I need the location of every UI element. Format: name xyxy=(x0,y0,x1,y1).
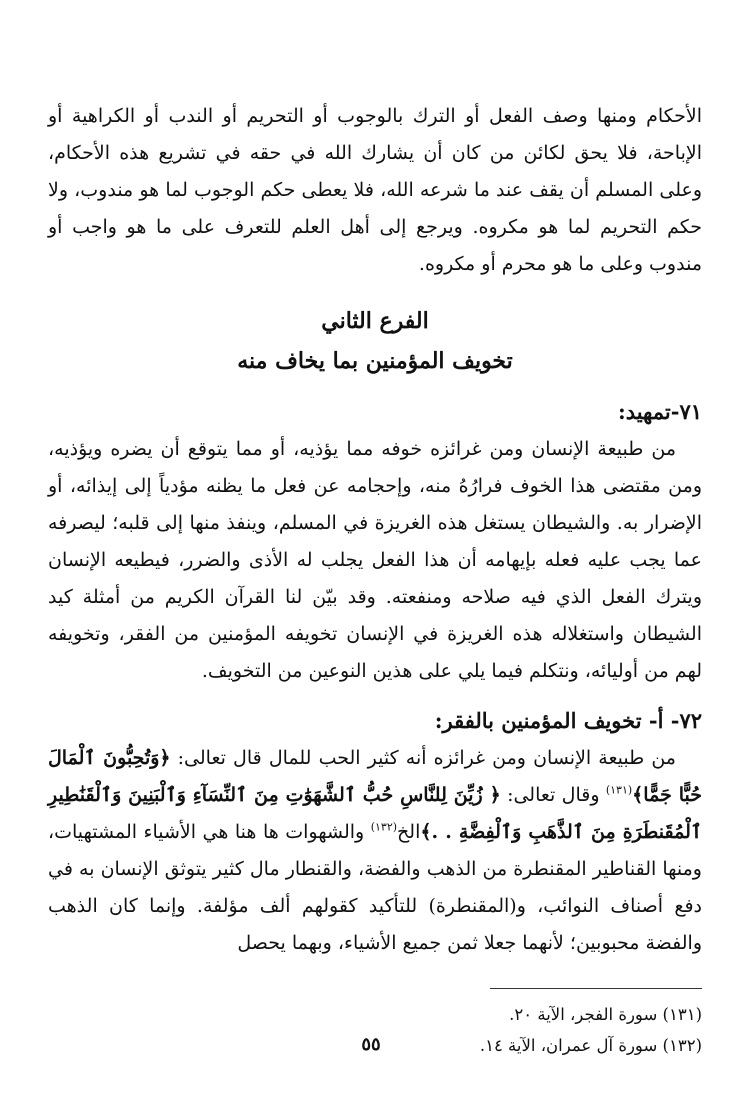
section-72-heading: ٧٢- أ- تخويف المؤمنين بالفقر: xyxy=(434,708,702,733)
quran-verse-2: ﴿ زُيِّنَ لِلنَّاسِ حُبُّ ٱلشَّهَوَٰتِ مِنَ ٱلنِّسَآءِ وَٱلْبَنِينَ وَٱلْقَنَٰطِيرِ ٱلْمُقَنطَرَةِ مِنَ ٱلذَّهَبِ وَٱلْفِضَّةِ . .﴾ xyxy=(48,784,702,843)
footnote-ref-132: (١٣٢) xyxy=(370,820,398,834)
branch-title: الفرع الثاني xyxy=(321,308,429,334)
footnote-ref-131: (١٣١) xyxy=(605,783,633,797)
section-72-text-2: وقال تعالى: xyxy=(500,784,606,806)
section-72-paragraph xyxy=(48,740,702,962)
page-number: ٥٥ xyxy=(361,1034,381,1055)
page-body xyxy=(48,98,702,1061)
footnote-131: (١٣١) سورة الفجر، الآية ٢٠. xyxy=(509,1005,702,1024)
section-71-paragraph: من طبيعة الإنسان ومن غرائزه خوفه مما يؤذيه، أو مما يتوقع أن يضره ويؤذيه، ومن مقتضى هذا الخوف فرارُهُ منه، وإحجامه عن فعل ما يظنه مؤدياً إلى إيذائه، أو الإضرار به. والشيطان يستغل هذه الغريزة في المسلم، وينفذ منها إلى قلبه؛ ليصرفه عما يجب عليه فعله بإيهامه أن هذا الفعل يجلب له الأذى والضرر، فيطيعه الإنسان ويترك الفعل الذي فيه صلاحه ومنفعته. وقد بيّن لنا القرآن الكريم من أمثلة كيد الشيطان واستغلاله هذه الغريزة في الإنسان تخويفه المؤمنين من الفقر، وتخويفه لهم من أوليائه، ونتكلم فيما يلي على هذين النوعين من التخويف. xyxy=(48,438,702,682)
section-72-text-1: من طبيعة الإنسان ومن غرائزه أنه كثير الحب للمال قال تعالى: xyxy=(170,747,676,769)
footnotes-divider xyxy=(490,988,702,989)
section-72-text-4: والشهوات ها هنا هي الأشياء المشتهيات، ومنها القناطير المقنطرة من الذهب والفضة، والقنطار مال كثير يتوثق الإنسان به في دفع أصناف النوائب، و(المقنطرة) للتأكيد كقولهم ألف مؤلفة. وإنما كان الذهب والفضة محبوبين؛ لأنهما جعلا ثمن جميع الأشياء، وبهما يحصل xyxy=(48,821,702,954)
intro-paragraph: الأحكام ومنها وصف الفعل أو الترك بالوجوب أو التحريم أو الندب أو الكراهية أو الإباحة، فلا يحق لكائن من كان أن يشارك الله في حقه في تشريع هذه الأحكام، وعلى المسلم أن يقف عند ما شرعه الله، فلا يعطى حكم الوجوب لما هو مندوب، ولا حكم التحريم لما هو مكروه. ويرجع إلى أهل العلم للتعرف على ما هو واجب أو مندوب وعلى ما هو محرم أو مكروه. xyxy=(48,105,702,275)
section-71-heading: ٧١-تمهيد: xyxy=(617,399,702,424)
section-72-text-3: الخ xyxy=(397,821,421,843)
branch-subtitle: تخويف المؤمنين بما يخاف منه xyxy=(237,348,513,374)
footnote-132: (١٣٢) سورة آل عمران، الآية ١٤. xyxy=(479,1036,702,1055)
quran-verse-1: ﴿وَتُحِبُّونَ ٱلْمَالَ حُبًّا جَمًّا﴾ xyxy=(48,747,702,806)
